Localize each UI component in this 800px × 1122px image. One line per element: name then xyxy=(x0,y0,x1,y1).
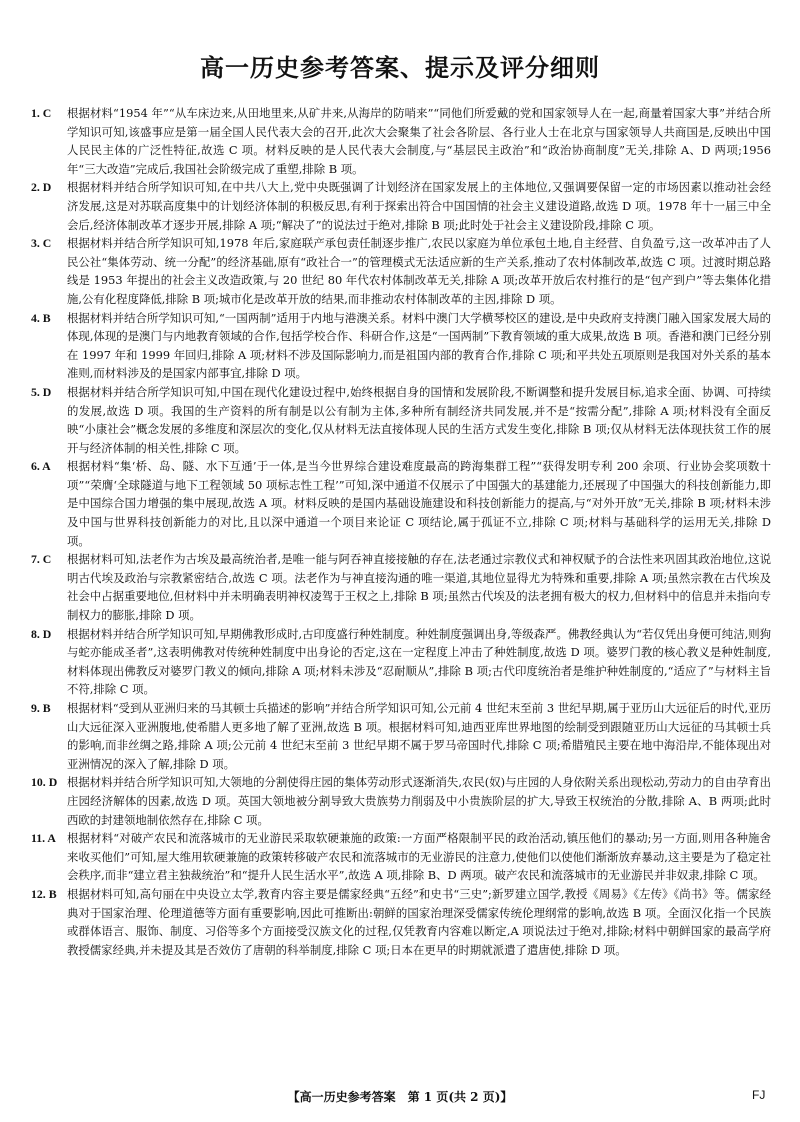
answer-list xyxy=(31,104,771,959)
answer-item-7 xyxy=(31,550,771,624)
page-footer: 【高一历史参考答案 第 1 页(共 2 页)】 xyxy=(287,1090,513,1104)
answer-item-8 xyxy=(31,625,771,699)
answer-explanation: 根据材料并结合所学知识可知,早期佛教形成时,古印度盛行种姓制度。种姓制度强调出身,等级森严。佛教经典认为“若仅凭出身便可纯洁,则狗与蛇亦能成圣者”,这表明佛教对传统种姓制度中出身论的否定,这在一定程度上冲击了种姓制度,故选 D 项。婆罗门教的核心教义是种姓制度,材料体现出佛教反对婆罗门教义的倾向,排除 A 项;材料未涉及“忍耐顺从”,排除 B 项;古代印度统治者是维护种姓制度的,“适应了”与材料主旨不符,排除 C 项。 xyxy=(67,626,771,697)
answer-item-4 xyxy=(31,309,771,383)
answer-explanation: 根据材料可知,高句丽在中央设立太学,教育内容主要是儒家经典“五经”和史书“三史”;新罗建立国学,教授《周易》《左传》《尚书》等。儒家经典对于国家治理、伦理道德等方面有重要影响,因此可推断出:朝鲜的国家治理深受儒家传统伦理纲常的影响,故选 B 项。全面汉化指一个民族或群体语言、服饰、制度、习俗等多个方面接受汉族文化的过程,仅凭教育内容难以断定,A 项说法过于绝对,排除;材料中朝鲜国家的最高学府教授儒家经典,并未提及其是否效仿了唐朝的科举制度,排除 C 项;日本在更早的时期就派遣了遣唐使,排除 D 项。 xyxy=(67,886,771,957)
answer-number: 9. B xyxy=(31,701,51,715)
answer-number: 10. D xyxy=(31,775,58,790)
answer-explanation: 根据材料“集‘桥、岛、隧、水下互通’于一体,是当今世界综合建设难度最高的跨海集群工程”“获得发明专利 200 余项、行业协会奖项数十项”“荣膺‘全球隧道与地下工程领域 50 项标志性工程’”可知,深中通道不仅展示了中国强大的基建能力,还展现了中国强大的科技创新能力,即是中国综合国力增强的集中展现,故选 A 项。材料反映的是国内基础设施建设和科技创新能力的提高,与“对外开放”无关,排除 B 项;材料未涉及中国与世界科技创新能力的对比,且以深中通道一个项目来论证 C 项结论,属于孤证不立,排除 C 项;材料与基础科学的运用无关,排除 D 项。 xyxy=(67,459,771,548)
answer-explanation: 根据材料“1954 年”“从车床边来,从田地里来,从矿井来,从海岸的防哨来”“同他们所爱戴的党和国家领导人在一起,商量着国家大事”并结合所学知识可知,该盛事应是第一届全国人民代表大会的召开,此次大会聚集了社会各阶层、各行业人士在北京与国家领导人共商国是,反映出中国人民民主体的广泛性特征,故选 C 项。材料反映的是人民代表大会制度,与“基层民主政治”和“政治协商制度”无关,排除 A、D 两项;1956 年“三大改造”完成后,我国社会阶级完成了重塑,排除 B 项。 xyxy=(67,106,771,176)
answer-number: 4. B xyxy=(31,310,51,325)
answer-explanation: 根据材料并结合所学知识可知,大领地的分割使得庄园的集体劳动形式逐渐消失,农民(奴)与庄园的人身依附关系出现松动,劳动力的自由孕育出庄园经济解体的因素,故选 D 项。英国大领地被分割导致大贵族势力削弱及中小贵族阶层的扩大,导致王权统治的分散,排除 A、B 两项;此时西欧的封建领地制依然存在,排除 C 项。 xyxy=(67,775,771,827)
answer-number: 5. D xyxy=(31,384,52,399)
answer-explanation: 根据材料并结合所学知识可知,中国在现代化建设过程中,始终根据自身的国情和发展阶段,不断调整和提升发展目标,追求全面、协调、可持续的发展,故选 D 项。我国的生产资料的所有制是以公有制为主体,多种所有制经济共同发展,并不是“按需分配”,排除 A 项;材料没有全面反映“小康社会”概念发展的多维度和深层次的变化,仅从材料无法直接体现人民的生活方式发生变化,排除 B 项;仅从材料无法体现扶贫工作的展开与经济体制的相关性,排除 C 项。 xyxy=(67,384,771,455)
answer-number: 8. D xyxy=(31,626,52,641)
page-title: 高一历史参考答案、提示及评分细则 xyxy=(200,54,600,82)
answer-number: 1. C xyxy=(31,106,52,120)
answer-item-12 xyxy=(31,885,771,959)
answer-item-3 xyxy=(31,234,771,308)
answer-item-6 xyxy=(31,457,771,550)
answer-number: 6. A xyxy=(31,459,51,474)
answer-number: 7. C xyxy=(31,552,52,567)
answer-item-1 xyxy=(31,104,771,178)
answer-explanation: 根据材料“对破产农民和流落城市的无业游民采取软硬兼施的政策:一方面严格限制平民的政治活动,镇压他们的暴动;另一方面,则用各种施舍来收买他们”可知,屋大维用软硬兼施的政策转移破产农民和流落城市的无业游民的注意力,使他们以使他们渐渐放弃暴动,这主要是为了稳定社会秩序,而非“建立君主独裁统治”和“提升人民生活水平”,故选 A 项,排除 B、D 两项。破产农民和流落城市的无业游民并非奴隶,排除 C 项。 xyxy=(67,831,771,883)
answer-number: 3. C xyxy=(31,236,52,251)
answer-item-5 xyxy=(31,383,771,457)
answer-explanation: 根据材料并结合所学知识可知,“一国两制”适用于内地与港澳关系。材料中澳门大学横琴校区的建设,是中央政府支持澳门融入国家发展大局的体现,体现的是澳门与内地教育领域的合作,包括学校合作、科研合作,这是“一国两制”下教育领域的重大成果,故选 B 项。香港和澳门已经分别在 1997 年和 1999 年回归,排除 A 项;材料不涉及国际影响力,而是祖国内部的教育合作,排除 C 项;和平共处五项原则是我国对外关系的基本准则,而材料涉及的是国家内部事宜,排除 D 项。 xyxy=(67,310,771,381)
answer-number: 2. D xyxy=(31,180,52,195)
answer-explanation: 根据材料并结合所学知识可知,在中共八大上,党中央既强调了计划经济在国家发展上的主体地位,又强调要保留一定的市场因素以推动社会经济发展,这是对苏联高度集中的计划经济体制的积极反思,有利于探索出符合中国国情的社会主义建设道路,故选 D 项。1978 年十一届三中全会后,经济体制改革才逐步开展,排除 A 项;“解决了”的说法过于绝对,排除 B 项;此时处于社会主义建设阶段,排除 C 项。 xyxy=(67,180,771,232)
answer-item-10 xyxy=(31,773,771,829)
answer-item-2 xyxy=(31,178,771,234)
edition-code: FJ xyxy=(752,1088,766,1102)
answer-explanation: 根据材料“受到从亚洲归来的马其顿士兵描述的影响”并结合所学知识可知,公元前 4 世纪末至前 3 世纪早期,属于亚历山大远征后的时代,亚历山大远征深入亚洲腹地,使希腊人更多地了解了亚洲,故选 B 项。根据材料可知,迪西亚库世界地图的绘制受到跟随亚历山大远征的马其顿士兵的影响,而非丝绸之路,排除 A 项;公元前 4 世纪末至前 3 世纪早期不属于罗马帝国时代,排除 C 项;希腊殖民主要在地中海沿岸,不能体现出对亚洲情况的深入了解,排除 D 项。 xyxy=(67,701,771,771)
answer-explanation: 根据材料并结合所学知识可知,1978 年后,家庭联产承包责任制逐步推广,农民以家庭为单位承包土地,自主经营、自负盈亏,这一改革冲击了人民公社“集体劳动、统一分配”的经济基础,原有“政社合一”的管理模式无法适应新的生产关系,推动了农村体制改革,故选 C 项。过渡时期总路线是 1953 年提出的社会主义改造政策,与 20 世纪 80 年代农村体制改革无关,排除 A 项;改革开放后农村推行的是“包产到户”等去集体化措施,公有化程度降低,排除 B 项;城市化是改革开放的结果,而非推动农村体制改革的主因,排除 D 项。 xyxy=(67,236,771,306)
answer-number: 11. A xyxy=(31,831,56,846)
answer-item-11 xyxy=(31,829,771,885)
answer-number: 12. B xyxy=(31,886,57,901)
answer-explanation: 根据材料可知,法老作为古埃及最高统治者,是唯一能与阿吞神直接接触的存在,法老通过宗教仪式和神权赋予的合法性来巩固其政治地位,这说明古代埃及政治与宗教紧密结合,故选 C 项。法老作为与神直接沟通的唯一渠道,其地位显得尤为特殊和重要,排除 A 项;虽然宗教在古代埃及社会中占据重要地位,但材料中并未明确表明神权凌驾于王权之上,排除 B 项;虽然古代埃及的法老拥有极大的权力,但材料中的信息并未指向专制权力的膨胀,排除 D 项。 xyxy=(67,552,771,623)
answer-item-9 xyxy=(31,699,771,773)
